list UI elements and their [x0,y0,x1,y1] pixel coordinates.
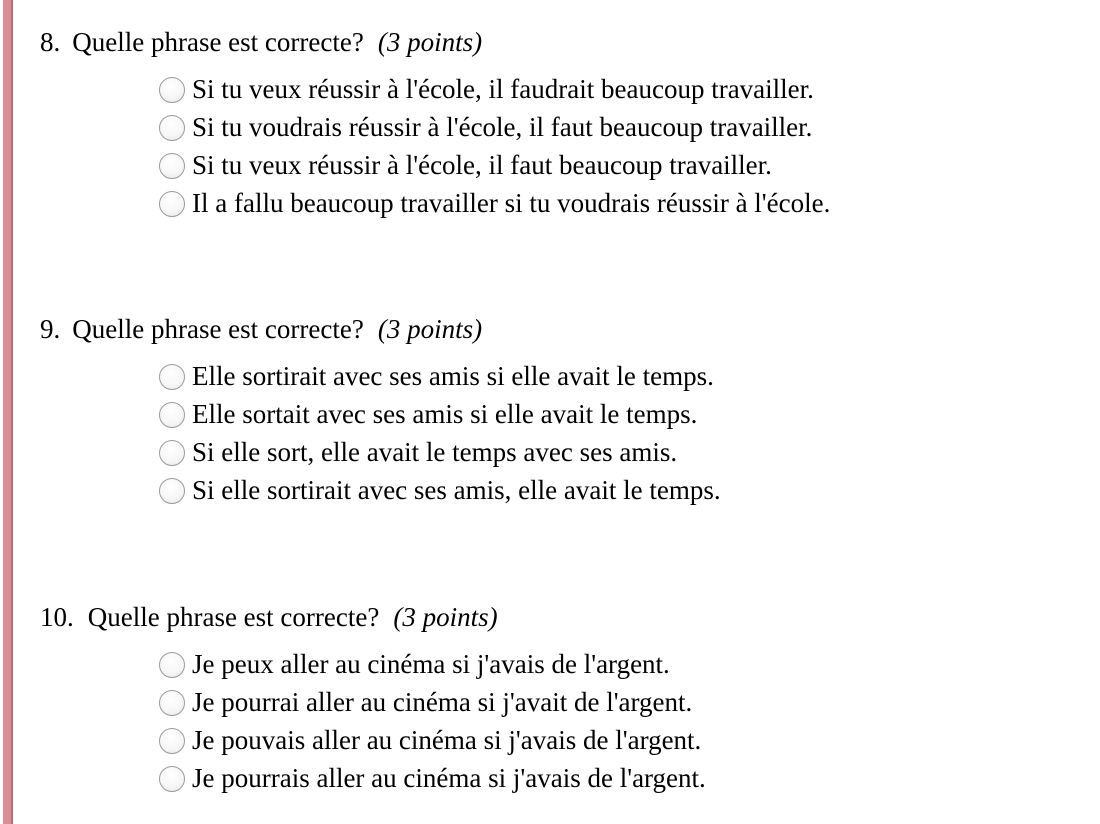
question-header [40,601,1080,633]
answer-option[interactable] [159,721,706,759]
option-label: Je pouvais aller au cinéma si j'avais de l'argent. [192,724,702,755]
radio-button[interactable] [159,690,185,716]
option-label: Je peux aller au cinéma si j'avais de l'argent. [192,648,670,679]
radio-button[interactable] [159,728,185,754]
option-label: Elle sortirait avec ses amis si elle avait le temps. [192,360,714,391]
radio-button[interactable] [159,77,185,103]
option-label: Si elle sortirait avec ses amis, elle avait le temps. [192,474,721,505]
answer-option[interactable] [159,146,830,184]
question-10 [40,601,1080,793]
answer-option[interactable] [159,471,721,509]
radio-button[interactable] [159,478,185,504]
question-header [40,313,1080,345]
question-points: (3 points) [377,27,483,57]
radio-button[interactable] [159,652,185,678]
option-label: Elle sortait avec ses amis si elle avait le temps. [192,398,698,429]
answer-option[interactable] [159,395,721,433]
question-header [40,26,1080,58]
answer-option[interactable] [159,70,830,108]
answer-option[interactable] [159,108,830,146]
radio-button[interactable] [159,402,185,428]
radio-button[interactable] [159,766,185,792]
question-8 [40,26,1080,218]
question-prompt: Quelle phrase est correcte? [87,602,380,632]
answer-option[interactable] [159,645,706,683]
answer-option[interactable] [159,184,830,222]
option-label: Si tu veux réussir à l'école, il faudrait beaucoup travailler. [192,73,814,104]
option-label: Je pourrai aller au cinéma si j'avait de l'argent. [192,686,693,717]
question-prompt: Quelle phrase est correcte? [72,314,364,344]
option-label: Il a fallu beaucoup travailler si tu voudrais réussir à l'école. [192,187,831,218]
answer-options [159,357,721,509]
answer-options [159,645,706,797]
radio-button[interactable] [159,364,185,390]
option-label: Si tu veux réussir à l'école, il faut beaucoup travailler. [192,149,772,180]
radio-button[interactable] [159,115,185,141]
answer-option[interactable] [159,683,706,721]
question-9 [40,313,1080,505]
radio-button[interactable] [159,440,185,466]
left-page-border [0,0,15,824]
answer-option[interactable] [159,759,706,797]
option-label: Je pourrais aller au cinéma si j'avais de l'argent. [192,762,706,793]
question-points: (3 points) [393,602,498,632]
question-number: 9. [40,314,61,344]
question-number: 10. [40,602,74,632]
question-prompt: Quelle phrase est correcte? [72,27,364,57]
question-number: 8. [40,27,61,57]
option-label: Si elle sort, elle avait le temps avec ses amis. [192,436,678,467]
answer-options [159,70,830,222]
radio-button[interactable] [159,191,185,217]
option-label: Si tu voudrais réussir à l'école, il faut beaucoup travailler. [192,111,813,142]
answer-option[interactable] [159,357,721,395]
answer-option[interactable] [159,433,721,471]
question-points: (3 points) [377,314,483,344]
radio-button[interactable] [159,153,185,179]
